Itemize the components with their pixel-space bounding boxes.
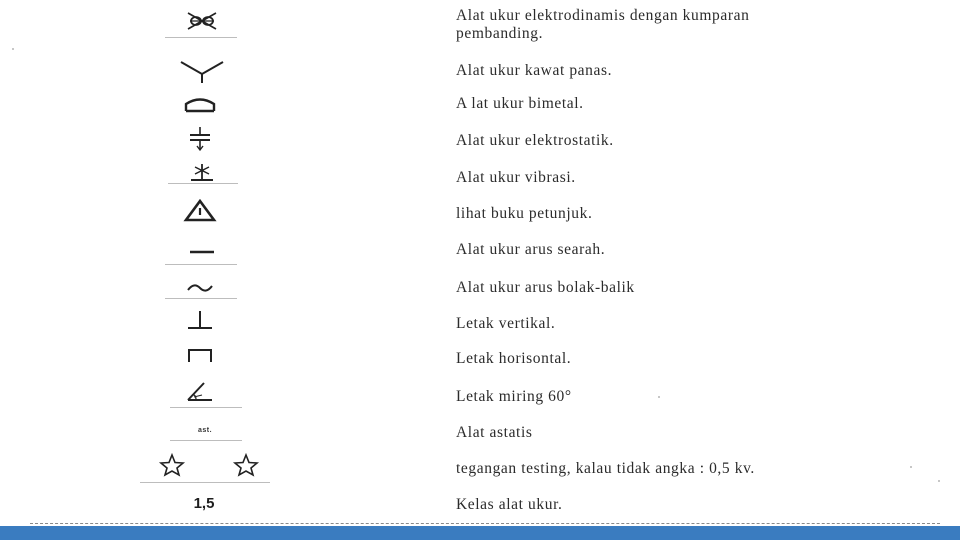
accuracy-class-number: 1,5 (193, 494, 215, 512)
bimetal-icon (160, 90, 240, 120)
row-divider (170, 407, 242, 408)
scan-speck (938, 480, 940, 482)
row-description: tegangan testing, kalau tidak angka : 0,5 kv. (456, 460, 755, 477)
row-description: Letak miring 60° (456, 388, 572, 405)
accuracy-class-icon (164, 488, 244, 518)
vertical-position-icon (160, 305, 240, 335)
test-voltage-star-icon (206, 450, 286, 480)
scan-speck (12, 48, 14, 50)
bottom-accent-bar (0, 526, 960, 540)
direct-current-icon (162, 237, 242, 267)
row-description: Alat ukur elektrostatik. (456, 132, 614, 149)
row-description: Alat ukur kawat panas. (456, 62, 613, 79)
test-voltage-star-icon (132, 450, 212, 480)
row-divider (165, 37, 237, 38)
electrostatic-icon (160, 124, 240, 154)
row-description: Alat ukur arus searah. (456, 241, 606, 258)
row-divider (170, 440, 242, 441)
row-divider (140, 482, 270, 483)
horizontal-position-icon (160, 340, 240, 370)
warning-triangle-icon (160, 196, 240, 226)
row-description: Alat ukur vibrasi. (456, 169, 576, 186)
vibration-icon (162, 159, 242, 189)
inclined-position-icon (160, 377, 240, 407)
row-description: Letak vertikal. (456, 315, 556, 332)
row-description: Alat astatis (456, 424, 533, 441)
row-divider (165, 298, 237, 299)
row-description-continued: pembanding. (456, 25, 544, 42)
page-edge-dashed-line (30, 523, 940, 524)
row-description: Letak horisontal. (456, 350, 572, 367)
scan-speck (910, 466, 912, 468)
hot-wire-icon (162, 55, 242, 85)
row-description: Alat ukur elektrodinamis dengan kumparan (456, 7, 750, 24)
astatic-symbol-text: ast. (197, 426, 213, 434)
row-description: Alat ukur arus bolak-balik (456, 279, 635, 296)
electrodynamic-ratio-meter-icon (162, 6, 242, 36)
row-description: A lat ukur bimetal. (456, 95, 584, 112)
row-divider (165, 264, 237, 265)
row-divider (168, 183, 238, 184)
scan-speck (658, 396, 660, 398)
row-description: lihat buku petunjuk. (456, 205, 593, 222)
row-description: Kelas alat ukur. (456, 496, 563, 513)
